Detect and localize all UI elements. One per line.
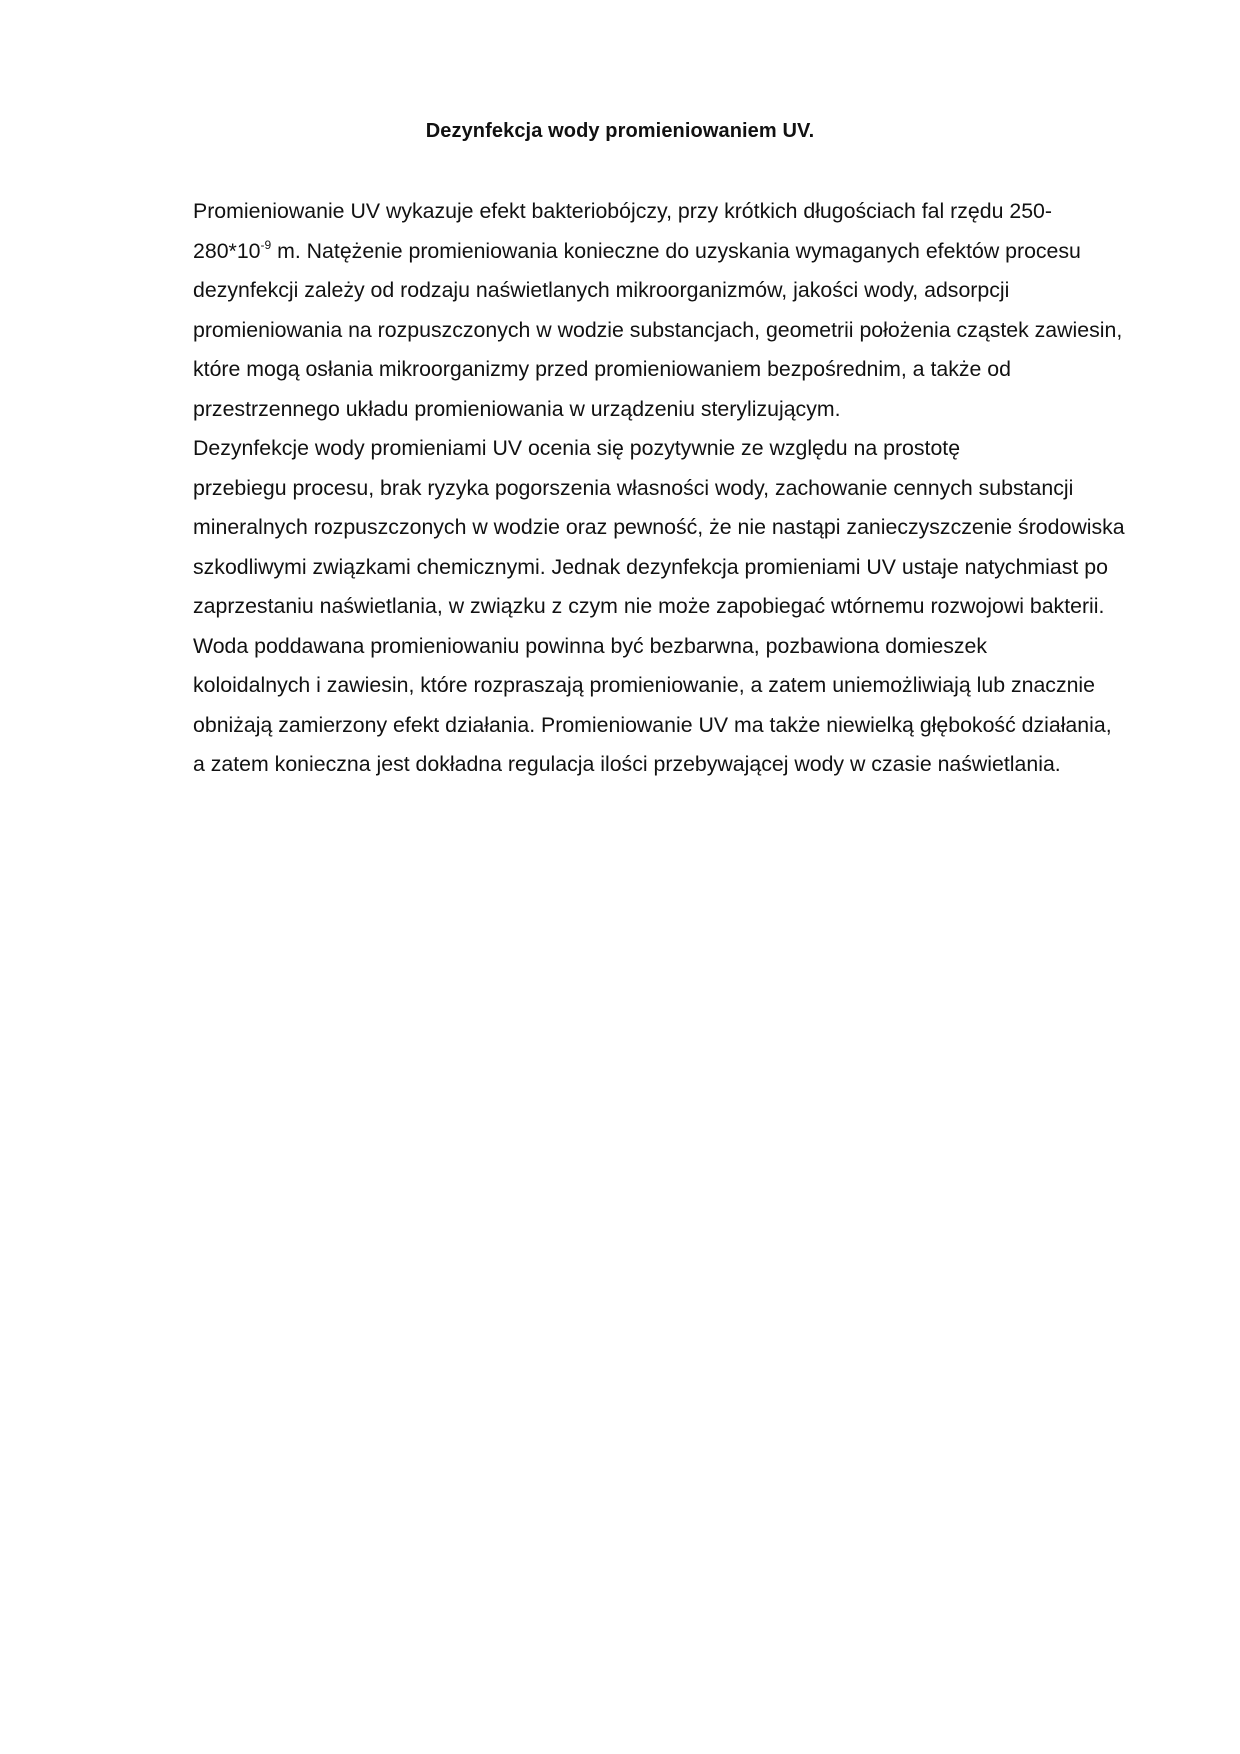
line-text: m. Natężenie promieniowania konieczne do uzyskania wymaganych efektów procesu [271,238,1081,263]
paragraph-line: mineralnych rozpuszczonych w wodzie oraz pewność, że nie nastąpi zanieczyszczenie środowiska [193,515,1125,539]
paragraph-line: przestrzennego układu promieniowania w urządzeniu sterylizującym. [193,396,841,421]
paragraph-line: koloidalnych i zawiesin, które rozpraszają promieniowanie, a zatem uniemożliwiają lub znacznie [193,673,1096,697]
paragraph-line: Promieniowanie UV wykazuje efekt bakteriobójczy, przy krótkich długościach fal rzędu 250- [193,199,1052,223]
paragraph-line: Dezynfekcje wody promieniami UV ocenia się pozytywnie ze względu na prostotę [193,436,961,460]
paragraph-2 [118,429,1128,627]
paragraph-line: obniżają zamierzony efekt działania. Promieniowanie UV ma także niewielką głębokość działania, [193,712,1112,737]
paragraph-line: przebiegu procesu, brak ryzyka pogorszenia własności wody, zachowanie cennych substancji [193,475,1074,500]
document-title: Dezynfekcja wody promieniowaniem UV. [425,120,815,142]
document-body [118,192,1128,785]
paragraph-line: zaprzestaniu naświetlania, w związku z czym nie może zapobiegać wtórnemu rozwojowi bakterii. [193,594,1105,618]
paragraph-line: promieniowania na rozpuszczonych w wodzie substancjach, geometrii położenia cząstek zawiesin, [193,317,1123,342]
paragraph-line: szkodliwymi związkami chemicznymi. Jednak dezynfekcja promieniami UV ustaje natychmiast po [193,554,1108,579]
paragraph-line: Woda poddawana promieniowaniu powinna być bezbarwna, pozbawiona domieszek [193,633,988,658]
paragraph-3 [118,627,1128,785]
paragraph-line [118,232,1128,272]
line-text: 280*10 [193,238,261,263]
paragraph-line: dezynfekcji zależy od rodzaju naświetlanych mikroorganizmów, jakości wody, adsorpcji [193,278,1010,302]
paragraph-line: które mogą osłania mikroorganizmy przed promieniowaniem bezpośrednim, a także od [193,357,1011,381]
paragraph-line: a zatem konieczna jest dokładna regulacja ilości przebywającej wody w czasie naświetlania. [193,752,1061,776]
exponent: -9 [260,237,272,252]
paragraph-1 [118,192,1128,429]
